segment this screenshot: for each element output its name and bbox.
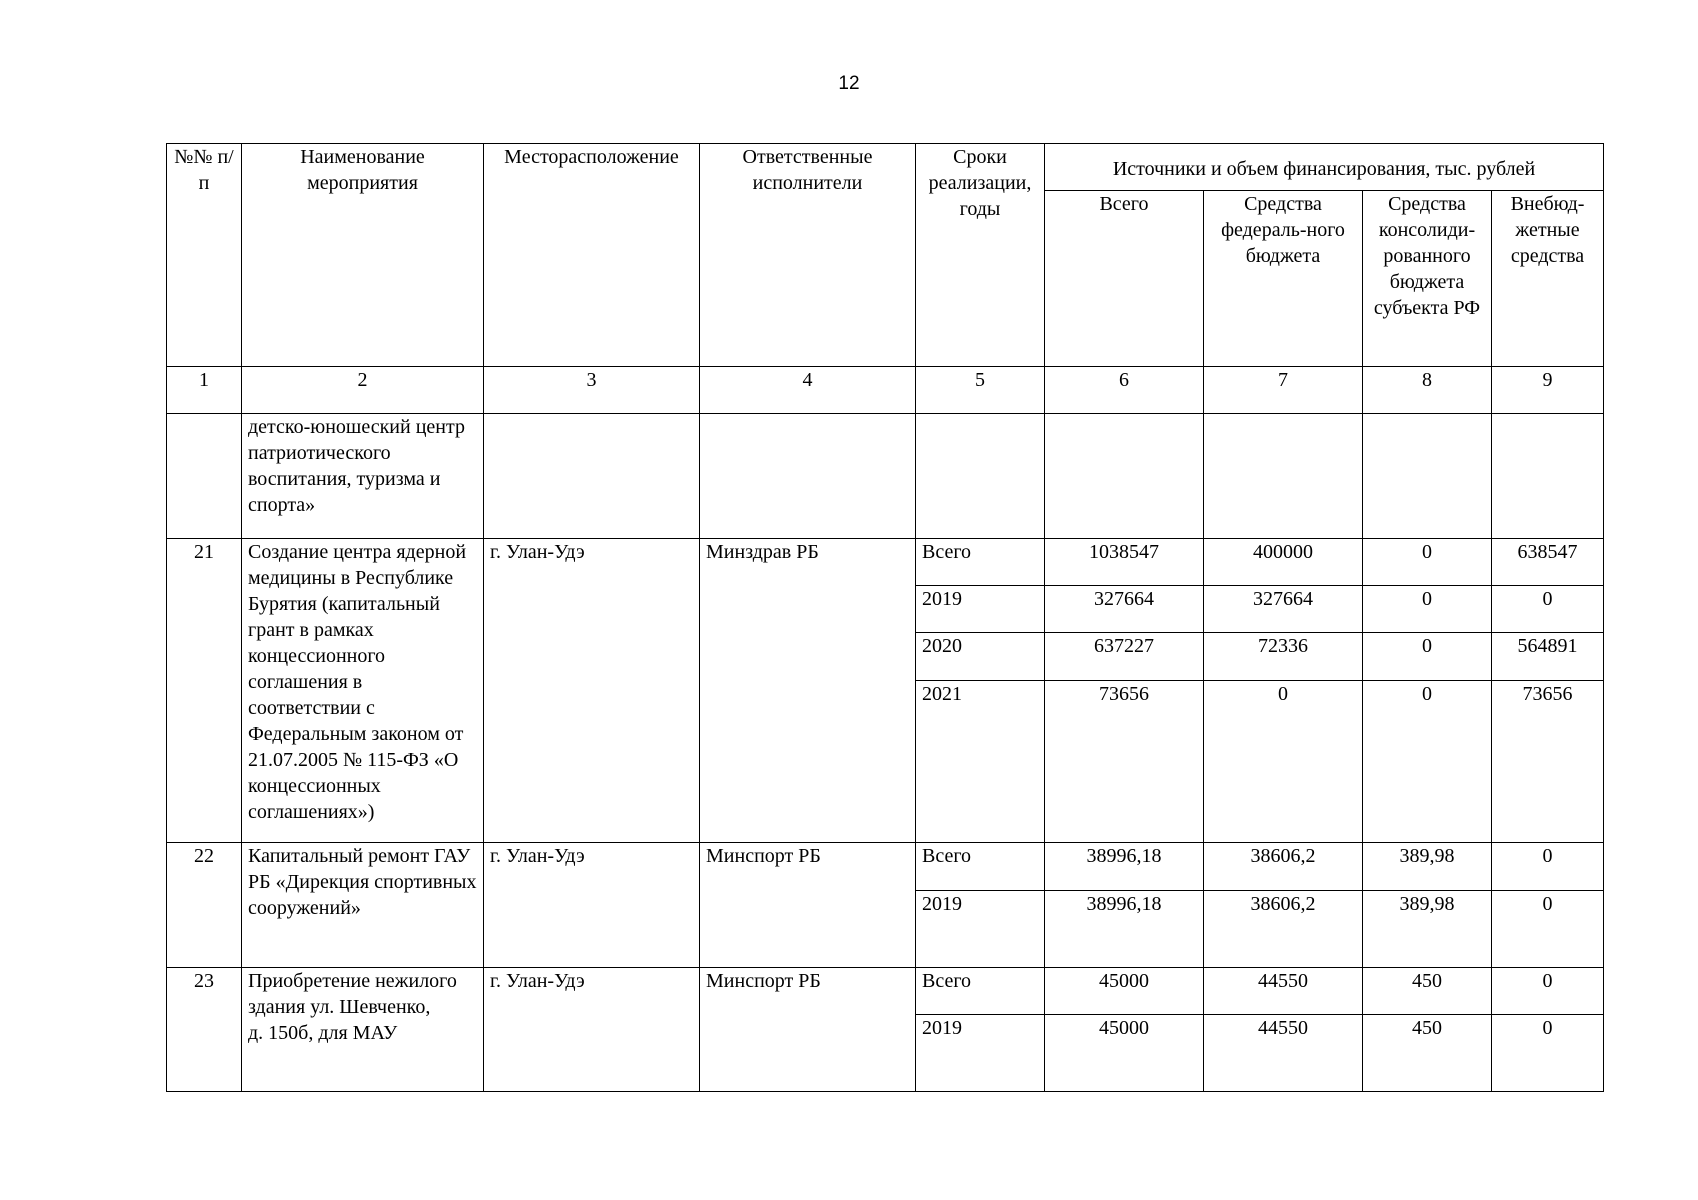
cell-name: Создание центра ядерной медицины в Республике Бурятия (капитальный грант в рамках концессионного соглашения в соответствии с Федеральным законом от 21.07.2005 № 115-ФЗ «О концессионных соглашениях») <box>242 539 484 843</box>
cell-consolidated: 450 <box>1363 1015 1492 1092</box>
cell-extrabudget: 73656 <box>1492 681 1604 843</box>
cell-federal: 72336 <box>1204 633 1363 681</box>
column-number: 8 <box>1363 367 1492 414</box>
header-terms: Сроки реализации, годы <box>916 144 1045 367</box>
cell-num: 23 <box>167 968 242 1092</box>
header-location: Месторасположение <box>484 144 700 367</box>
cell-total: 637227 <box>1045 633 1204 681</box>
cell-consolidated: 0 <box>1363 633 1492 681</box>
column-number: 7 <box>1204 367 1363 414</box>
cell-term: Всего <box>916 968 1045 1015</box>
cell-location: г. Улан-Удэ <box>484 968 700 1092</box>
cell-term: 2019 <box>916 1015 1045 1092</box>
cell-total: 38996,18 <box>1045 843 1204 891</box>
page-number: 12 <box>838 73 860 94</box>
cell-federal <box>1204 414 1363 539</box>
cell-extrabudget: 564891 <box>1492 633 1604 681</box>
cell-term: 2020 <box>916 633 1045 681</box>
cell-total: 73656 <box>1045 681 1204 843</box>
cell-extrabudget: 0 <box>1492 843 1604 891</box>
cell-responsible: Минспорт РБ <box>700 843 916 968</box>
column-number: 2 <box>242 367 484 414</box>
column-number: 1 <box>167 367 242 414</box>
cell-responsible: Минздрав РБ <box>700 539 916 843</box>
cell-num: 21 <box>167 539 242 843</box>
cell-name <box>242 968 484 1092</box>
cell-extrabudget <box>1492 414 1604 539</box>
cell-name-line: д. 150б, для МАУ <box>248 1022 398 1044</box>
column-number: 5 <box>916 367 1045 414</box>
cell-term: 2019 <box>916 891 1045 968</box>
cell-consolidated <box>1363 414 1492 539</box>
cell-federal: 44550 <box>1204 1015 1363 1092</box>
column-number: 6 <box>1045 367 1204 414</box>
financing-table <box>166 143 1604 1092</box>
table-row <box>167 968 1604 1015</box>
header-num: №№ п/п <box>167 144 242 367</box>
table-row <box>167 539 1604 586</box>
cell-extrabudget: 0 <box>1492 1015 1604 1092</box>
cell-consolidated: 389,98 <box>1363 843 1492 891</box>
cell-federal: 0 <box>1204 681 1363 843</box>
cell-term: Всего <box>916 539 1045 586</box>
header-extrabudget: Внебюд-жетные средства <box>1492 191 1604 367</box>
cell-responsible <box>700 414 916 539</box>
cell-total <box>1045 414 1204 539</box>
cell-federal: 400000 <box>1204 539 1363 586</box>
header-funding-group: Источники и объем финансирования, тыс. рублей <box>1045 144 1604 191</box>
cell-extrabudget: 0 <box>1492 891 1604 968</box>
cell-consolidated: 450 <box>1363 968 1492 1015</box>
cell-total: 327664 <box>1045 586 1204 633</box>
cell-location <box>484 414 700 539</box>
header-responsible: Ответственные исполнители <box>700 144 916 367</box>
column-number: 9 <box>1492 367 1604 414</box>
cell-total: 38996,18 <box>1045 891 1204 968</box>
cell-term <box>916 414 1045 539</box>
header-name: Наименование мероприятия <box>242 144 484 367</box>
cell-term: 2021 <box>916 681 1045 843</box>
cell-total: 45000 <box>1045 1015 1204 1092</box>
table-row <box>167 843 1604 891</box>
cell-term: 2019 <box>916 586 1045 633</box>
column-number: 3 <box>484 367 700 414</box>
cell-location: г. Улан-Удэ <box>484 843 700 968</box>
cell-total: 45000 <box>1045 968 1204 1015</box>
table-row-continuation <box>167 414 1604 539</box>
cell-federal: 38606,2 <box>1204 843 1363 891</box>
cell-federal: 327664 <box>1204 586 1363 633</box>
cell-consolidated: 389,98 <box>1363 891 1492 968</box>
cell-consolidated: 0 <box>1363 586 1492 633</box>
header-row <box>167 144 1604 191</box>
cell-term: Всего <box>916 843 1045 891</box>
cell-total: 1038547 <box>1045 539 1204 586</box>
header-consolidated: Средства консолиди-рованного бюджета субъекта РФ <box>1363 191 1492 367</box>
cell-extrabudget: 0 <box>1492 586 1604 633</box>
column-numbers-row <box>167 367 1604 414</box>
cell-num <box>167 414 242 539</box>
cell-location: г. Улан-Удэ <box>484 539 700 843</box>
cell-consolidated: 0 <box>1363 681 1492 843</box>
cell-extrabudget: 638547 <box>1492 539 1604 586</box>
cell-consolidated: 0 <box>1363 539 1492 586</box>
cell-federal: 44550 <box>1204 968 1363 1015</box>
cell-federal: 38606,2 <box>1204 891 1363 968</box>
cell-responsible: Минспорт РБ <box>700 968 916 1092</box>
cell-name-line: Приобретение нежилого здания ул. Шевченко, <box>248 970 457 1018</box>
column-number: 4 <box>700 367 916 414</box>
cell-name: Капитальный ремонт ГАУ РБ «Дирекция спортивных сооружений» <box>242 843 484 968</box>
header-total: Всего <box>1045 191 1204 367</box>
cell-num: 22 <box>167 843 242 968</box>
cell-name: детско-юношеский центр патриотического воспитания, туризма и спорта» <box>242 414 484 539</box>
cell-extrabudget: 0 <box>1492 968 1604 1015</box>
header-federal: Средства федераль-ного бюджета <box>1204 191 1363 367</box>
